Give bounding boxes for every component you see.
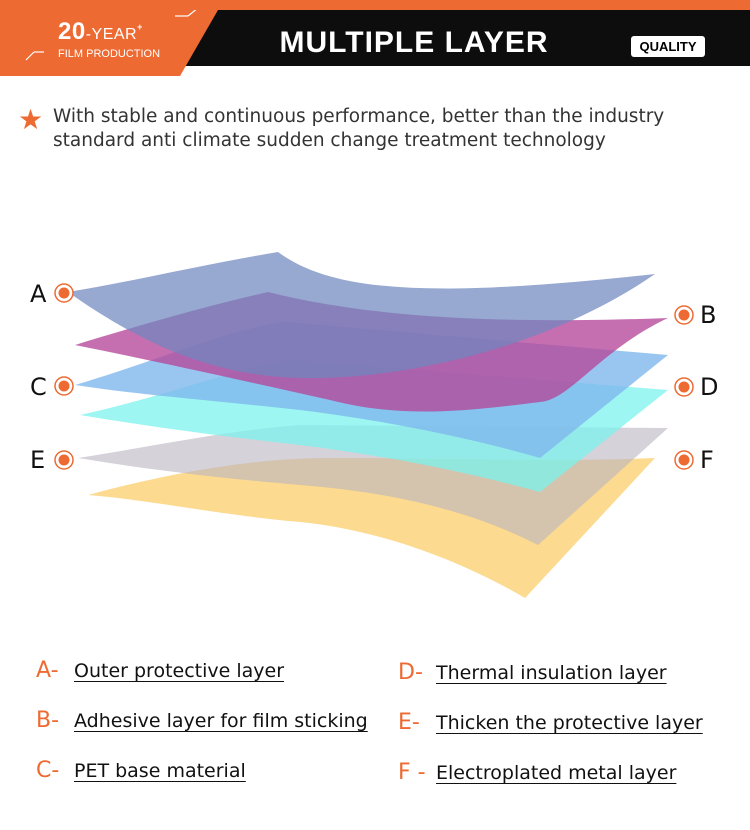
badge-subtitle: FILM PRODUCTION	[58, 48, 161, 60]
legend-item-e	[398, 710, 703, 735]
marker-label-c: C	[30, 373, 47, 401]
marker-c-icon	[55, 377, 73, 395]
marker-f-icon	[675, 451, 693, 469]
legend-letter: A-	[36, 658, 59, 683]
star-icon: ★	[18, 103, 44, 136]
legend-letter: C-	[36, 758, 60, 783]
marker-d-icon	[675, 378, 693, 396]
legend-letter: B-	[36, 708, 60, 733]
legend-text: Outer protective layer	[74, 660, 285, 682]
badge-year-word: -YEAR	[85, 26, 138, 43]
legend-item-a	[36, 658, 284, 683]
marker-label-a: A	[30, 280, 47, 308]
legend-letter: E-	[398, 710, 420, 735]
legend-letter: D-	[398, 660, 423, 685]
legend-item-d	[398, 660, 667, 685]
page-title: MULTIPLE LAYER	[279, 26, 549, 59]
marker-label-d: D	[700, 373, 719, 401]
legend-text: Thermal insulation layer	[436, 662, 667, 684]
legend-text: Adhesive layer for film sticking	[74, 710, 368, 732]
legend-text: PET base material	[74, 760, 246, 782]
marker-b-icon	[675, 306, 693, 324]
marker-label-b: B	[700, 301, 717, 329]
legend-item-c	[36, 758, 246, 783]
quality-badge: QUALITY	[631, 36, 705, 57]
layer-diagram	[0, 230, 750, 610]
legend-letter: F -	[398, 760, 426, 785]
marker-label-f: F	[700, 446, 714, 474]
marker-a-icon	[55, 284, 73, 302]
badge-years: 20-YEAR+	[58, 18, 143, 45]
layer-legend	[0, 650, 750, 810]
marker-e-icon	[55, 451, 73, 469]
legend-item-b	[36, 708, 368, 733]
badge-plus: +	[137, 22, 143, 32]
intro-text: With stable and continuous performance, better than the industry standard anti climate sudden change treatment technology	[53, 106, 665, 151]
legend-text: Electroplated metal layer	[436, 762, 677, 784]
marker-label-e: E	[30, 446, 46, 474]
header-top-stripe	[0, 0, 750, 10]
legend-text: Thicken the protective layer	[436, 712, 703, 734]
legend-item-f	[398, 760, 676, 785]
